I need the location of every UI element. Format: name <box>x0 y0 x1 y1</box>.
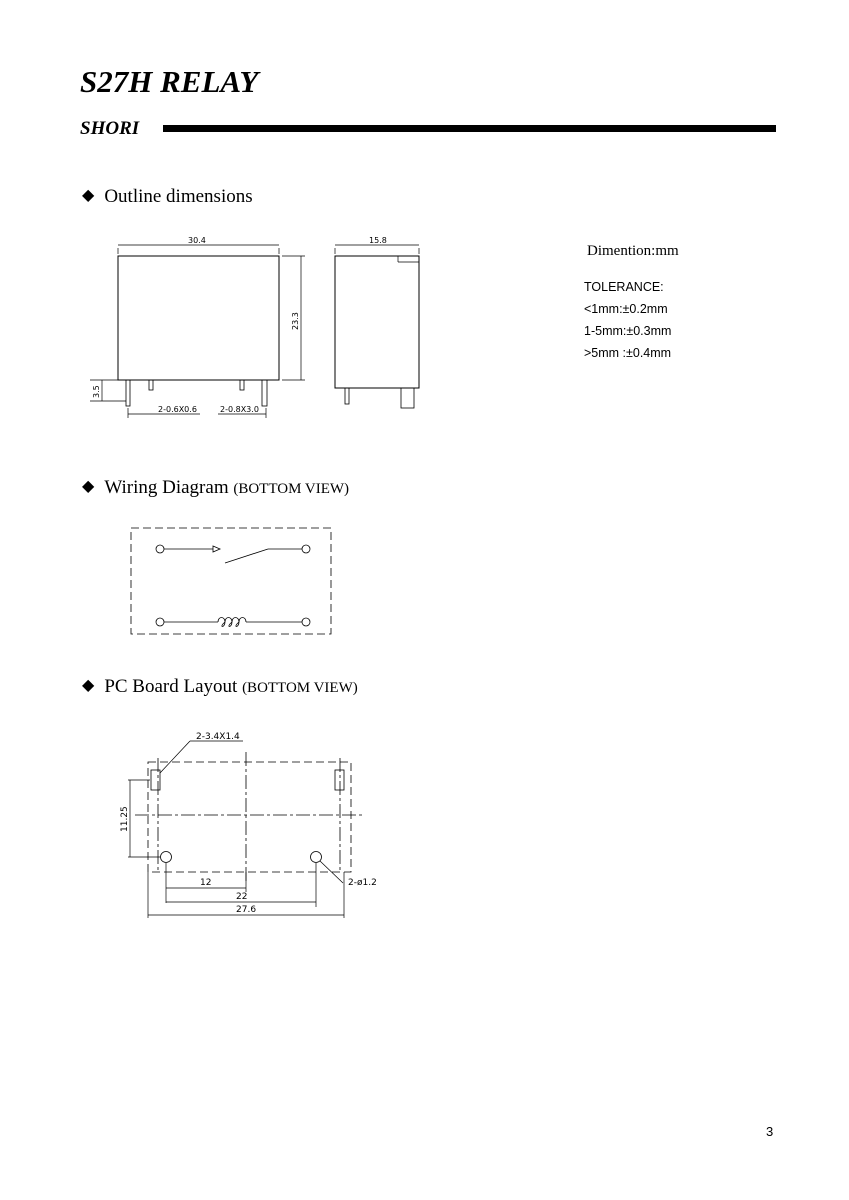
dim-front-width: 30.4 <box>188 236 206 245</box>
pcb-hole <box>161 852 172 863</box>
pcb-hole <box>311 852 322 863</box>
tolerance-line: 1-5mm:±0.3mm <box>584 324 672 338</box>
section-title: PC Board Layout <box>104 676 238 697</box>
section-subtitle: (BOTTOM VIEW) <box>242 680 358 696</box>
diamond-bullet-icon: ◆ <box>82 187 95 204</box>
pcb-dim-27-6: 27.6 <box>236 905 257 915</box>
dim-pin-b: 2-0.8X3.0 <box>220 405 259 414</box>
pcb-slot <box>335 770 344 790</box>
page-number: 3 <box>766 1124 774 1139</box>
diamond-bullet-icon: ◆ <box>82 677 95 694</box>
dimension-unit: Dimention:mm <box>587 243 679 259</box>
pcb-slot-label: 2-3.4X1.4 <box>196 732 240 742</box>
section-title: Outline dimensions <box>104 186 253 207</box>
document-title: S27H RELAY <box>80 64 259 99</box>
pcb-outline <box>148 762 351 872</box>
dim-front-height: 23.3 <box>291 312 300 330</box>
pcb-dim-22: 22 <box>236 892 248 902</box>
dim-pin-length: 3.5 <box>92 385 101 398</box>
diamond-bullet-icon: ◆ <box>82 478 95 495</box>
tolerance-label: TOLERANCE: <box>584 280 664 294</box>
section-subtitle: (BOTTOM VIEW) <box>233 481 350 497</box>
section-title: Wiring Diagram <box>104 477 229 498</box>
pcb-dim-vertical: 11.25 <box>120 806 130 832</box>
tolerance-line: <1mm:±0.2mm <box>584 302 668 316</box>
pcb-dim-12: 12 <box>200 878 212 888</box>
dim-pin-a: 2-0.6X0.6 <box>158 405 197 414</box>
tolerance-line: >5mm :±0.4mm <box>584 346 672 360</box>
pcb-slot <box>151 770 160 790</box>
pcb-hole-label: 2-ø1.2 <box>348 878 377 888</box>
brand-name: SHORI <box>80 118 140 139</box>
dim-side-width: 15.8 <box>369 236 387 245</box>
